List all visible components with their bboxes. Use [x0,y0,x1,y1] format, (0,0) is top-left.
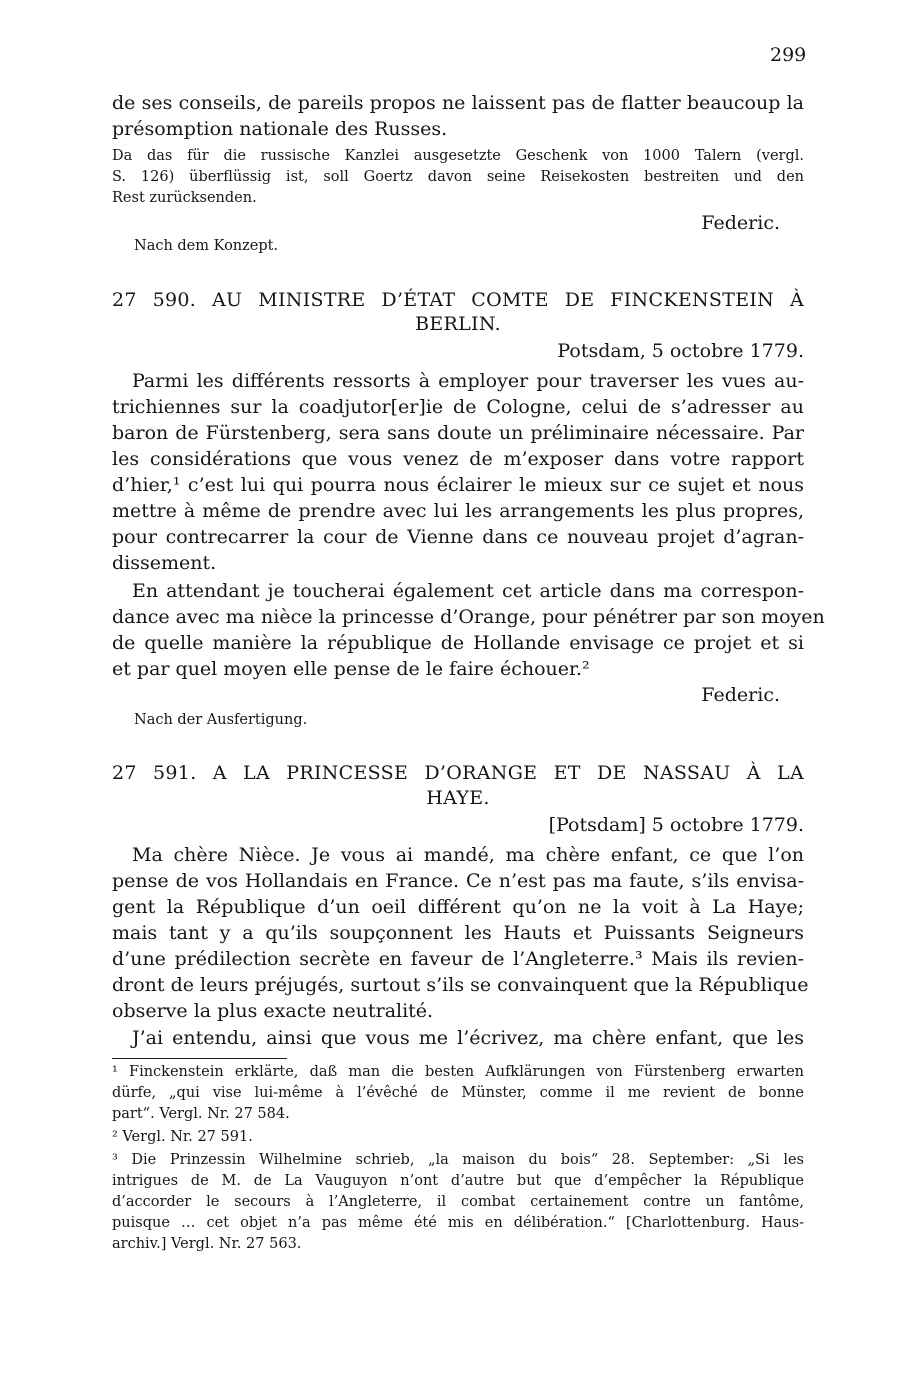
footnote-line: ¹ Finckenstein erklärte, daß man die besten Aufklärungen von Fürstenberg erwarten [112,1064,804,1080]
letter-line: mettre à même de prendre avec lui les arrangements les plus propres, [112,500,804,522]
letter-line: dissement. [112,552,217,574]
letter-heading-continued: BERLIN. [415,313,501,335]
footnote-line: d’accorder le secours à l’Angleterre, il combat certainement contre un fantôme, [112,1194,804,1210]
footnote-line: dürfe, „qui vise lui-même à l’évêché de Münster, comme il me revient de bonne [112,1085,804,1101]
signature: Federic. [701,684,780,706]
letter-heading-continued: HAYE. [426,787,490,809]
letter-line: d’une prédilection secrète en faveur de l’Angleterre.³ Mais ils revien- [112,948,804,970]
letter-line: dront de leurs préjugés, surtout s’ils se convainquent que la République [112,974,809,996]
letter-date: [Potsdam] 5 octobre 1779. [548,814,804,836]
letter-line: d’hier,¹ c’est lui qui pourra nous éclairer le mieux sur ce sujet et nous [112,474,804,496]
footnote-line: ² Vergl. Nr. 27 591. [112,1129,253,1145]
page-number: 299 [770,44,807,66]
letter-heading: 27 591. A LA PRINCESSE D’ORANGE ET DE NASSAU À LA [112,762,804,784]
footnote-line: puisque … cet objet n’a pas même été mis en délibération.“ [Charlottenburg. Haus- [112,1215,804,1231]
source-note: Nach dem Konzept. [134,238,279,254]
intro-note-line: Da das für die russische Kanzlei ausgesetzte Geschenk von 1000 Talern (vergl. [112,148,804,164]
footnote-line: part“. Vergl. Nr. 27 584. [112,1106,290,1122]
footnote-line: archiv.] Vergl. Nr. 27 563. [112,1236,302,1252]
footnote-divider [112,1058,287,1059]
letter-line: observe la plus exacte neutralité. [112,1000,434,1022]
letter-line: baron de Fürstenberg, sera sans doute un préliminaire nécessaire. Par [112,422,804,444]
letter-line: trichiennes sur la coadjutor[er]ie de Cologne, celui de s’adresser au [112,396,804,418]
intro-line: de ses conseils, de pareils propos ne laissent pas de flatter beaucoup la [112,92,804,114]
letter-date: Potsdam, 5 octobre 1779. [557,340,804,362]
intro-note-line: S. 126) überflüssig ist, soll Goertz davon seine Reisekosten bestreiten und den [112,169,804,185]
letter-line: gent la République d’un oeil différent qu’on ne la voit à La Haye; [112,896,804,918]
letter-line: pense de vos Hollandais en France. Ce n’est pas ma faute, s’ils envisa- [112,870,804,892]
letter-line: J’ai entendu, ainsi que vous me l’écrivez, ma chère enfant, que les [132,1027,804,1049]
letter-line: de quelle manière la république de Hollande envisage ce projet et si [112,632,804,654]
footnote-line: intrigues de M. de La Vauguyon n’ont d’autre but que d’empêcher la République [112,1173,804,1189]
letter-heading: 27 590. AU MINISTRE D’ÉTAT COMTE DE FINCKENSTEIN À [112,289,804,311]
source-note: Nach der Ausfertigung. [134,712,308,728]
letter-line: les considérations que vous venez de m’exposer dans votre rapport [112,448,804,470]
letter-line: et par quel moyen elle pense de le faire échouer.² [112,658,590,680]
letter-line: Parmi les différents ressorts à employer pour traverser les vues au- [132,370,804,392]
letter-line: En attendant je toucherai également cet article dans ma correspon- [132,580,804,602]
intro-line: présomption nationale des Russes. [112,118,448,140]
footnote-line: ³ Die Prinzessin Wilhelmine schrieb, „la maison du bois“ 28. September: „Si les [112,1152,804,1168]
letter-line: Ma chère Nièce. Je vous ai mandé, ma chère enfant, ce que l’on [132,844,804,866]
letter-line: pour contrecarrer la cour de Vienne dans ce nouveau projet d’agran- [112,526,804,548]
intro-note-line: Rest zurücksenden. [112,190,257,206]
letter-line: mais tant y a qu’ils soupçonnent les Hauts et Puissants Seigneurs [112,922,804,944]
letter-line: dance avec ma nièce la princesse d’Orange, pour pénétrer par son moyen [112,606,825,628]
signature: Federic. [701,212,780,234]
